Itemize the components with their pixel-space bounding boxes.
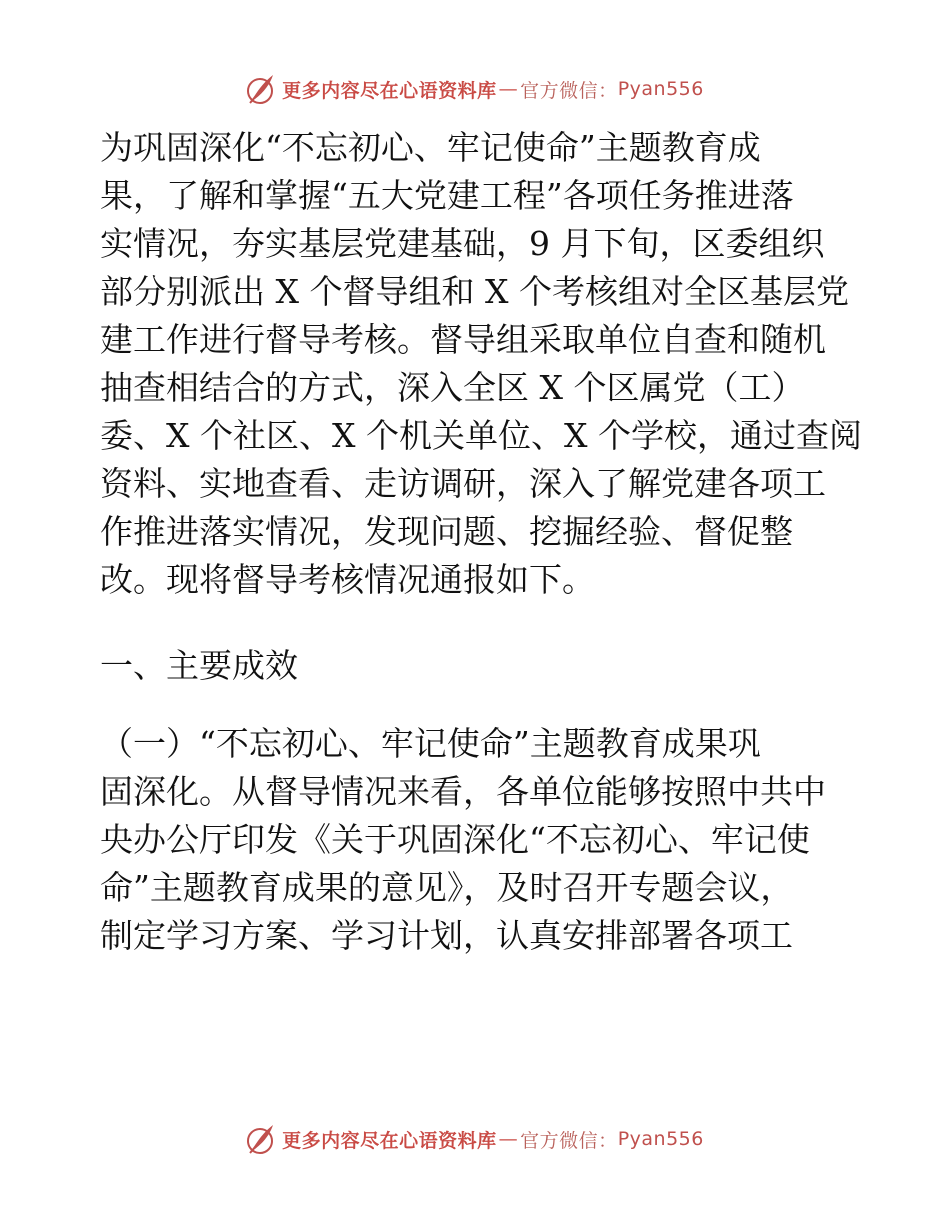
text-line: 作推进落实情况，发现问题、挖掘经验、督促整 bbox=[100, 512, 793, 551]
text-line: 为巩固深化“不忘初心、牢记使命”主题教育成 bbox=[100, 128, 761, 167]
text-line: 制定学习方案、学习计划，认真安排部署各项工 bbox=[100, 916, 793, 955]
watermark-wechat-id: Pyan556 bbox=[617, 78, 704, 100]
paragraph-achievement-1 bbox=[100, 720, 860, 960]
watermark-brand: 更多内容尽在心语资料库 bbox=[282, 1129, 497, 1152]
text-line: 部分别派出 X 个督导组和 X 个考核组对全区基层党 bbox=[100, 272, 849, 311]
watermark-brand: 更多内容尽在心语资料库 bbox=[282, 79, 497, 102]
quill-pen-logo-icon bbox=[246, 1122, 276, 1156]
text-line: 抽查相结合的方式，深入全区 X 个区属党（工） bbox=[100, 368, 805, 407]
watermark-dash: — bbox=[498, 1128, 519, 1150]
text-line: 资料、实地查看、走访调研，深入了解党建各项工 bbox=[100, 464, 826, 503]
watermark-banner-top bbox=[0, 72, 950, 106]
text-line: 建工作进行督导考核。督导组采取单位自查和随机 bbox=[100, 320, 826, 359]
watermark-wechat-label: 官方微信： bbox=[520, 79, 618, 102]
text-line: （一）“不忘初心、牢记使命”主题教育成果巩 bbox=[100, 724, 761, 763]
quill-pen-logo-icon bbox=[246, 72, 276, 106]
text-line: 央办公厅印发《关于巩固深化“不忘初心、牢记使 bbox=[100, 820, 810, 859]
text-line: 委、X 个社区、X 个机关单位、X 个学校，通过查阅 bbox=[100, 416, 862, 455]
text-line: 固深化。从督导情况来看，各单位能够按照中共中 bbox=[100, 772, 826, 811]
text-line: 命”主题教育成果的意见》，及时召开专题会议， bbox=[100, 868, 794, 907]
text-line: 改。现将督导考核情况通报如下。 bbox=[100, 560, 595, 599]
text-line: 实情况，夯实基层党建基础，9 月下旬，区委组织 bbox=[100, 224, 825, 263]
paragraph-intro bbox=[100, 124, 860, 604]
watermark-banner-bottom bbox=[0, 1122, 950, 1156]
watermark-dash: — bbox=[498, 78, 519, 100]
section-heading: 一、主要成效 bbox=[100, 646, 298, 685]
text-line: 果，了解和掌握“五大党建工程”各项任务推进落 bbox=[100, 176, 794, 215]
watermark-wechat-id: Pyan556 bbox=[617, 1128, 704, 1150]
watermark-wechat-label: 官方微信： bbox=[520, 1129, 618, 1152]
document-body bbox=[100, 124, 860, 960]
